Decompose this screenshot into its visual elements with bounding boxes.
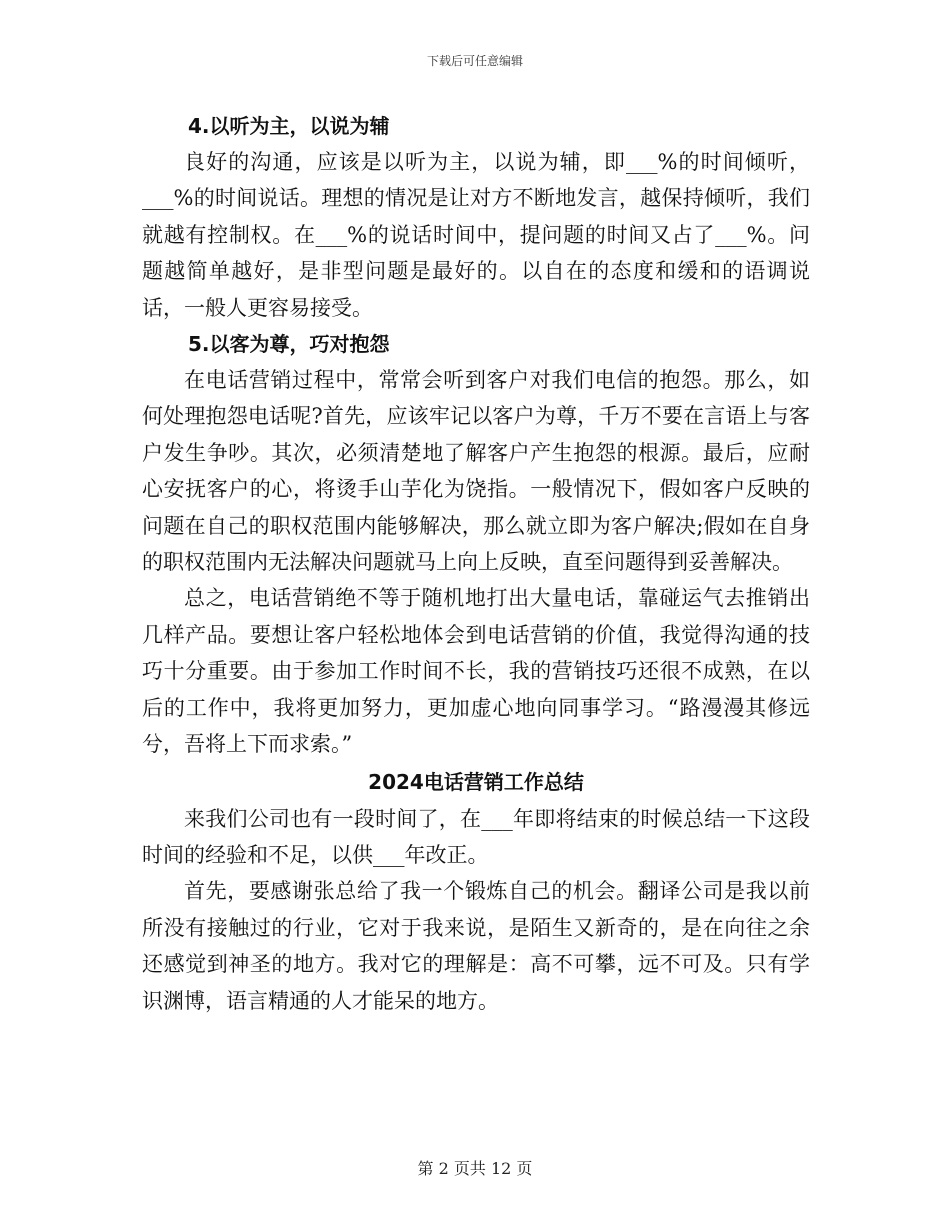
section-heading: 4.以听为主，以说为辅 [188, 114, 390, 138]
page-header: 下载后可任意编辑 [426, 54, 523, 68]
page-number: 第 2 页共 12 页 [417, 1159, 533, 1178]
section-listen-first [142, 108, 810, 326]
section-customer-complaints [142, 326, 810, 762]
paragraph: 在电话营销过程中，常常会听到客户对我们电信的抱怨。那么，如何处理抱怨电话呢?首先，应该牢记以客户为尊，千万不要在言语上与客户发生争吵。其次，必须清楚地了解客户产生抱怨的根源。最后，应耐心安抚客户的心，将烫手山芋化为饶指。一般情况下，假如客户反映的问题在自己的职权范围内能够解决，那么就立即为客户解决;假如在自身的职权范围内无法解决问题就马上向上反映，直至问题得到妥善解决。 [142, 368, 810, 575]
paragraph: 总之，电话营销绝不等于随机地打出大量电话，靠碰运气去推销出几样产品。要想让客户轻松地体会到电话营销的价值，我觉得沟通的技巧十分重要。由于参加工作时间不长，我的营销技巧还很不成熟，在以后的工作中，我将更加努力，更加虚心地向同事学习。“路漫漫其修远兮，吾将上下而求索。” [142, 586, 810, 757]
document-title: 2024电话营销工作总结 [368, 769, 584, 794]
section-heading: 5.以客为尊，巧对抱怨 [188, 332, 390, 357]
document-body [142, 108, 810, 1019]
paragraph: 首先，要感谢张总给了我一个锻炼自己的机会。翻译公司是我以前所没有接触过的行业，它对于我来说，是陌生又新奇的，是在向往之余还感觉到神圣的地方。我对它的理解是：高不可攀，远不可及。只有学识渊博，语言精通的人才能呆的地方。 [142, 879, 810, 1013]
paragraph: 来我们公司也有一段时间了，在___年即将结束的时候总结一下这段时间的经验和不足，以供___年改正。 [142, 806, 810, 867]
document-summary-2024 [142, 763, 810, 1019]
paragraph: 良好的沟通，应该是以听为主，以说为辅，即___%的时间倾听，___%的时间说话。理想的情况是让对方不断地发言，越保持倾听，我们就越有控制权。在___%的说话时间中，提问题的时间又占了___%。问题越简单越好，是非型问题是最好的。以自在的态度和缓和的语调说话，一般人更容易接受。 [142, 150, 810, 320]
